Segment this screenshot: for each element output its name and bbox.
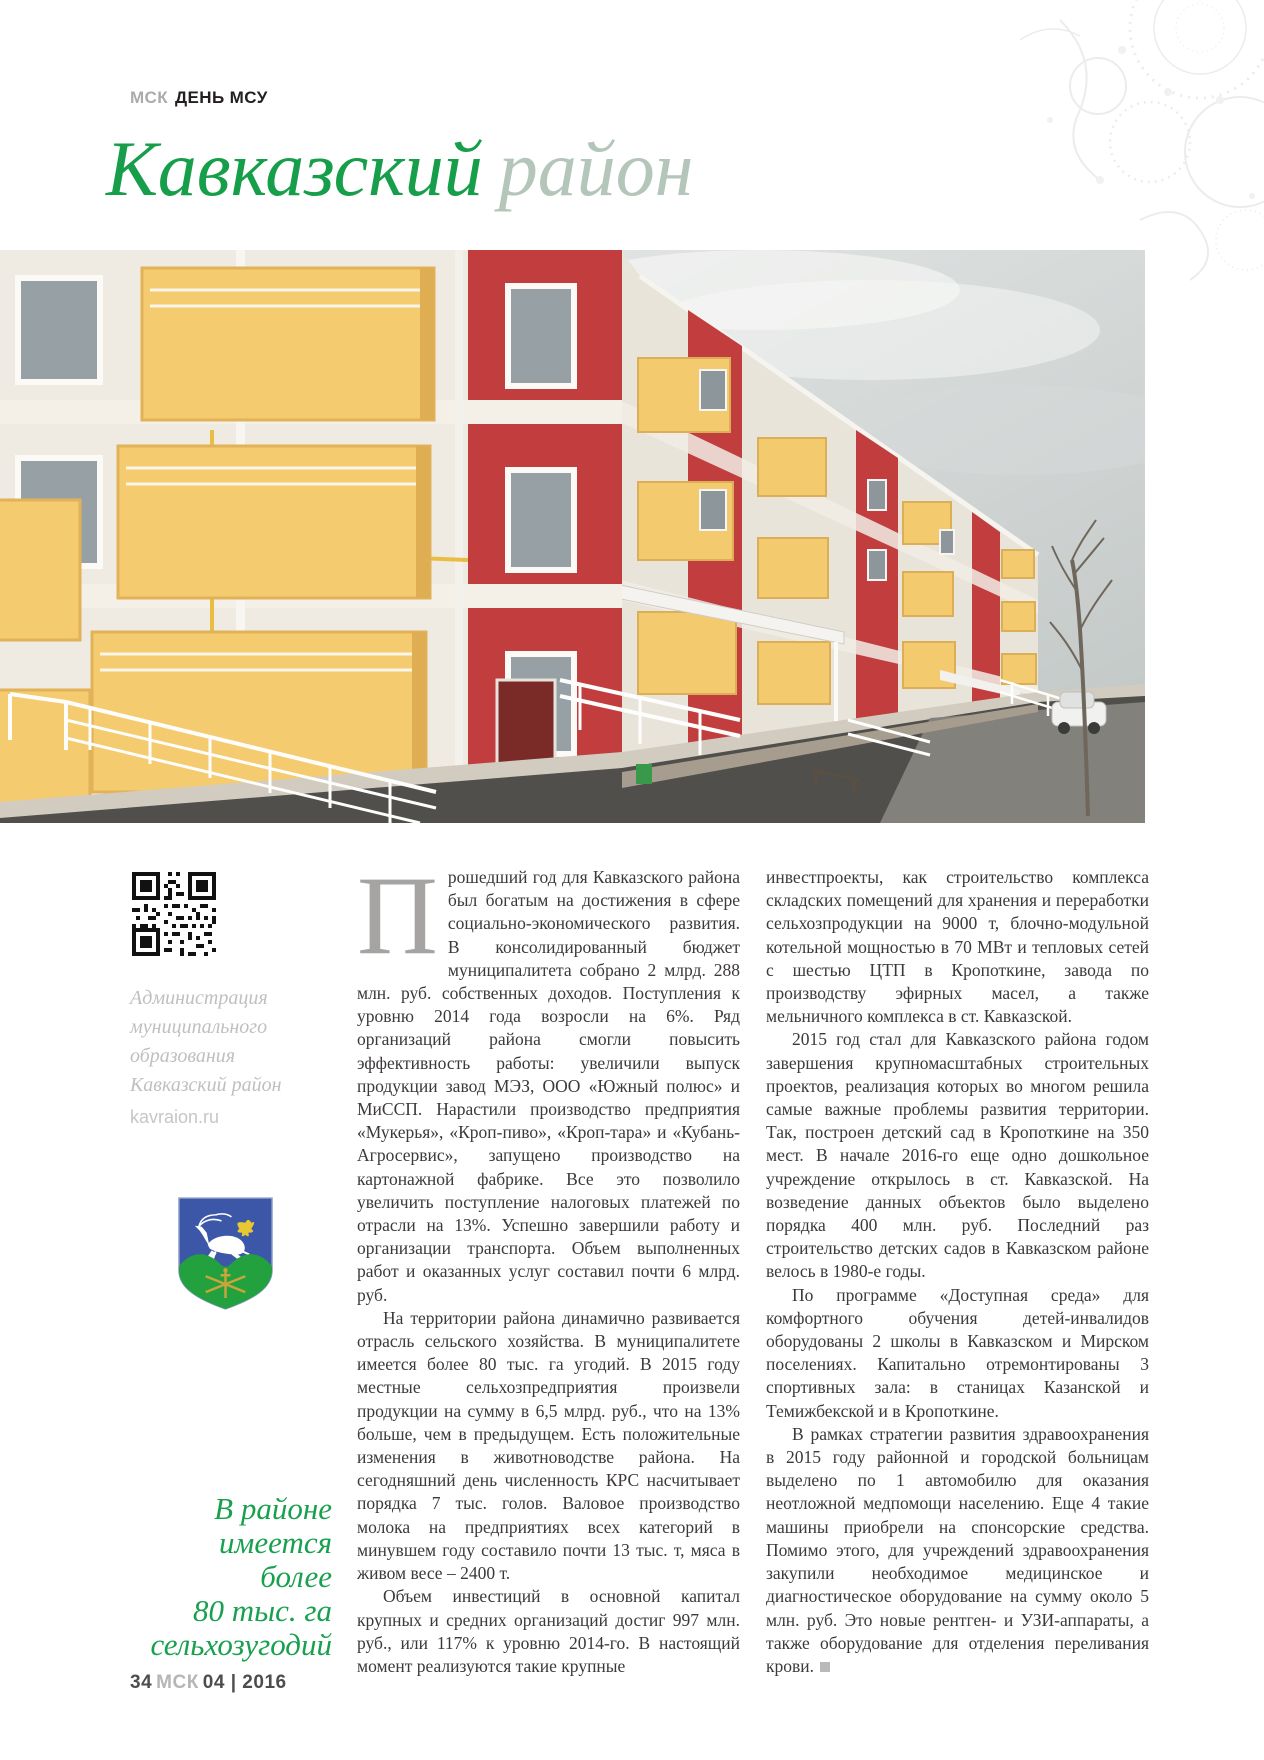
article-title xyxy=(106,126,693,212)
footer-issue: 04 | 2016 xyxy=(202,1672,287,1693)
caption-line: муниципального xyxy=(130,1016,268,1038)
photo-caption xyxy=(130,984,282,1132)
website-link[interactable]: kavraion.ru xyxy=(130,1107,220,1127)
district-coat-of-arms xyxy=(176,1194,275,1313)
building-front-facade xyxy=(0,250,622,823)
pull-quote-line: имеется xyxy=(219,1525,332,1560)
paragraph-text: рошедший год для Кавказского района был богатым на достижения в сфере социально-экономического развития. В консолидированный бюджет муниципалитета собрано 2 млрд. 288 млн. руб. собственных доходов. Поступления к уровню 2014 года возросли на 6%. Ряд организаций района смогли повысить эффективность работы: увеличили выпуск продукции завод МЭЗ, ООО «Южный полюс» и МиССП. Нарастили производство предприятия «Мукерья», «Кроп-пиво», «Кроп-тара» и «Кубань-Агросервис», запущено производство на картонажной фабрике. Все это позволило увеличить поступление налоговых платежей по отрасли на 13%. Успешно завершили работу и организации транспорта. Объем выполненных работ и оказанных услуг составил почти 6 млрд. руб. xyxy=(357,867,740,1305)
caption-line: образования xyxy=(130,1045,236,1067)
page-footer xyxy=(130,1672,287,1694)
paragraph xyxy=(766,1423,1149,1678)
pull-quote-line: сельхозугодий xyxy=(150,1627,332,1662)
pull-quote-line: В районе xyxy=(214,1491,332,1526)
paragraph-text: В рамках стратегии развития здравоохранения в 2015 году районной и городской больницам выделено по 1 автомобилю для оказания неотложной медпомощи населению. Еще 4 такие машины приобрели на спонсорские средства. Помимо этого, для учреждений здравоохранения закупили необходимое медицинское и диагностическое оборудование на сумму около 5 млн. руб. Это новые рентген- и УЗИ-аппараты, а также оборудование для отделения переливания крови. xyxy=(766,1423,1149,1676)
title-part-green: Кавказский xyxy=(106,125,483,212)
end-of-article-mark xyxy=(820,1662,830,1672)
footer-brand: МСК xyxy=(156,1672,199,1693)
page-number: 34 xyxy=(130,1672,153,1693)
paragraph xyxy=(357,854,740,1307)
paragraph: 2015 год стал для Кавказского района годом завершения крупномасштабных строительных проектов, реализация которых во многом решила самые важные проблемы развития территории. Так, построен детский сад в Кропоткине на 350 мест. В начале 2016-го еще одно дошкольное учреждение открылось в ст. Кавказской. На возведение данных объектов было выделено порядка 400 млн. руб. Последний раз строительство детских садов в Кавказском районе велось в 1980-е годы. xyxy=(766,1029,1149,1282)
magazine-brand: МСК xyxy=(130,88,169,107)
caption-line: Администрация xyxy=(130,987,268,1009)
pull-quote-line: более xyxy=(260,1559,332,1594)
paragraph: инвестпроекты, как строительство комплекса складских помещений для хранения и переработки сельхозпродукции на 9000 т, блочно-модульной котельной мощностью в 70 МВт и тепловых сетей с шестью ЦТП в Кропоткине, завода по производству эфирных масел, а также мельничного комплекса в ст. Кавказской. xyxy=(766,867,1149,1027)
paragraph: На территории района динамично развивается отрасль сельского хозяйства. В муниципалитете имеется более 80 тыс. га угодий. В 2015 году местные сельхозпредприятия произвели продукции на сумму в 6,5 млрд. руб., что на 13% больше, чем в предыдущем. Есть положительные изменения в животноводстве района. На сегодняшний день численность КРС насчитывает порядка 7 тыс. голов. Валовое производство молока на предприятиях всех категорий в минувшем году составило почти 13 тыс. т, мяса в живом весе – 2400 т. xyxy=(357,1307,740,1584)
pull-quote-line: 80 тыс. га xyxy=(193,1593,332,1628)
drop-cap: П xyxy=(357,854,438,978)
paragraph: Объем инвестиций в основной капитал крупных и средних организаций достиг 997 млн. руб., или 117% к уровню 2014-го. В настоящий момент реализуются такие крупные xyxy=(357,1586,740,1676)
body-column-left xyxy=(357,854,740,1678)
article-photo xyxy=(0,250,1145,823)
pull-quote xyxy=(118,1492,332,1662)
body-column-right xyxy=(766,866,1149,1678)
section-label: ДЕНЬ МСУ xyxy=(175,88,268,107)
caption-line: Кавказский район xyxy=(130,1074,282,1096)
title-part-gray: район xyxy=(498,125,694,212)
qr-code xyxy=(132,872,216,956)
page-kicker xyxy=(130,88,268,108)
paragraph: По программе «Доступная среда» для комфортного обучения детей-инвалидов оборудованы 2 школы в Кавказском и Мирском поселениях. Капитально отремонтированы 3 спортивных зала: в станицах Казанской и Темижбекской и в Кропоткине. xyxy=(766,1284,1149,1421)
